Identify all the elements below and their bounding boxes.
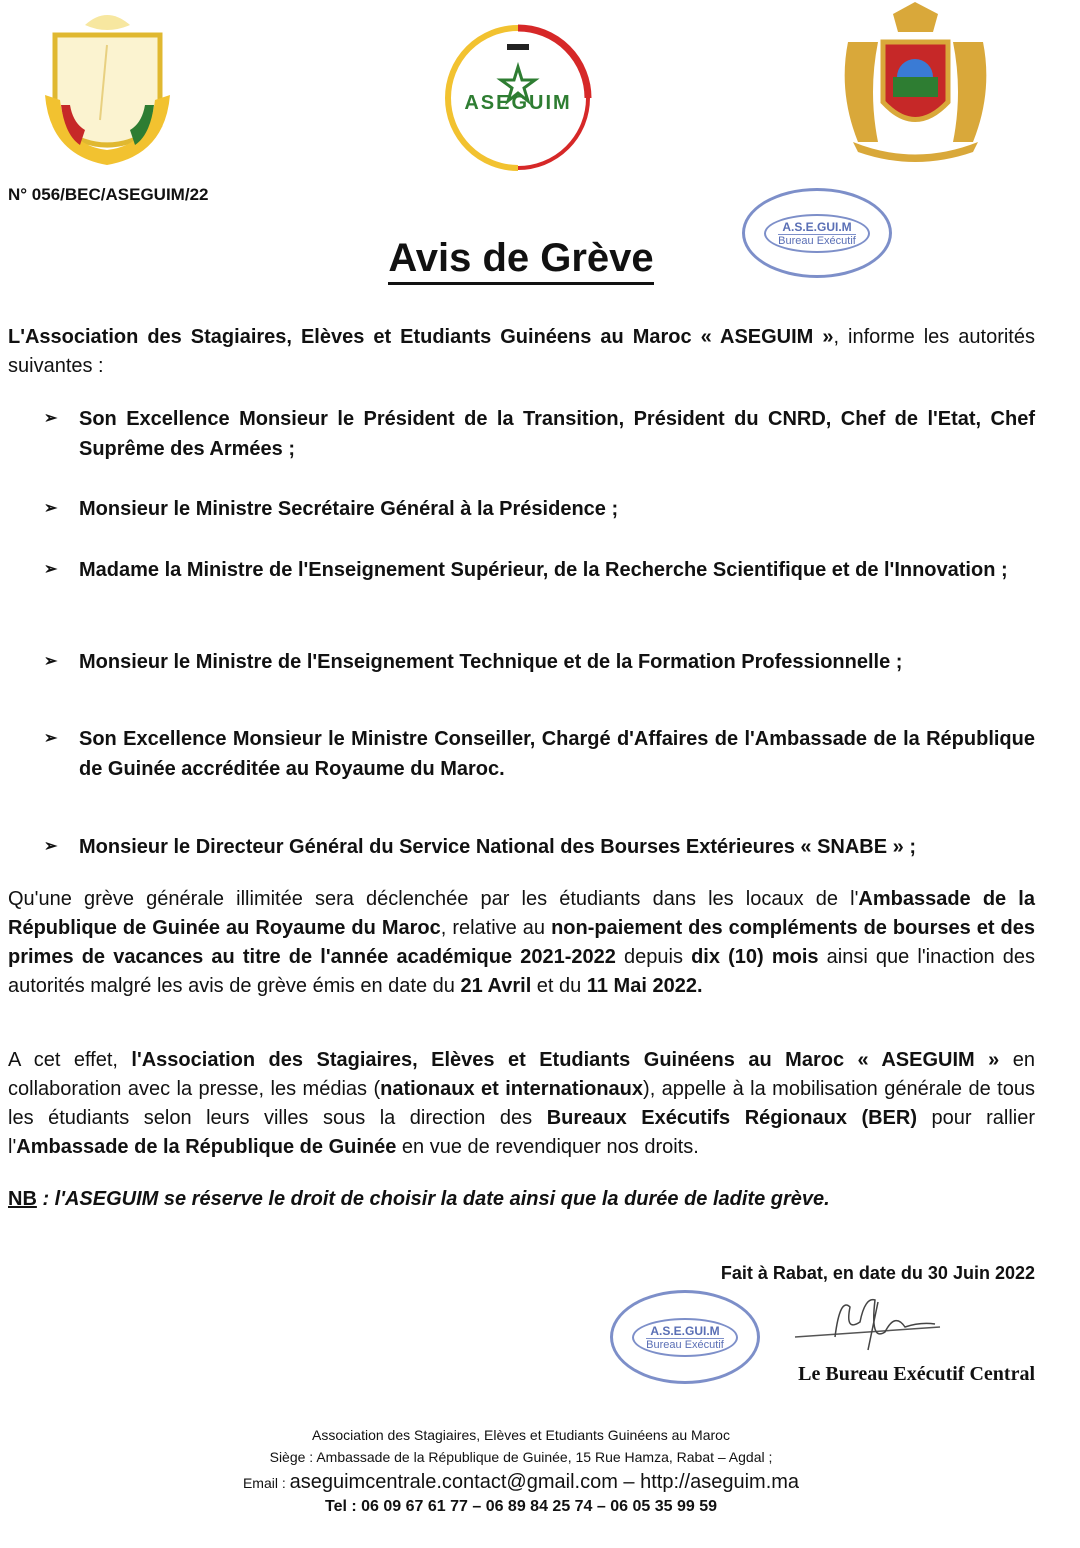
text-segment: pour rallier l': [8, 1107, 1035, 1158]
arrow-bullet-icon: ➢: [44, 561, 58, 578]
text-segment: ), appelle à la mobilisation générale de tous les étudiants selon leurs villes sous la direction des: [8, 1078, 1035, 1129]
guinea-coat-of-arms: [35, 5, 180, 175]
recipient-item: ➢ Madame la Ministre de l'Enseignement Supérieur, de la Recherche Scientifique et de l'Innovation ;: [44, 555, 1035, 585]
bold-text-segment: Ambassade de la République de Guinée: [16, 1136, 397, 1158]
bold-text-segment: nationaux et internationaux: [380, 1078, 644, 1100]
intro-paragraph: [8, 323, 1035, 381]
text-segment: depuis: [615, 946, 692, 968]
text-segment: ainsi que l'inaction des autorités malgré les avis de grève émis en date du: [8, 946, 1035, 997]
text-segment: , relative au: [440, 917, 552, 939]
mobilisation-paragraph: [8, 1046, 1035, 1162]
recipient-item: ➢ Monsieur le Ministre de l'Enseignement Technique et de la Formation Professionnelle ;: [44, 647, 1035, 677]
reference-number: N° 056/BEC/ASEGUIM/22: [8, 185, 209, 204]
stamp-bottom: [610, 1290, 760, 1384]
footer-contact: Email : aseguimcentrale.contact@gmail.com – http://aseguim.ma: [242, 1471, 800, 1493]
contact-links[interactable]: aseguimcentrale.contact@gmail.com – http://aseguim.ma: [289, 1471, 800, 1493]
bold-text-segment: l'Association des Stagiaires, Elèves et Etudiants Guinéens au Maroc « ASEGUIM »: [131, 1049, 1000, 1071]
recipient-item: ➢ Son Excellence Monsieur le Ministre Conseiller, Chargé d'Affaires de l'Ambassade de la République de Guinée accréditée au Royaume du Maroc.: [44, 724, 1035, 784]
bold-text-segment: 21 Avril: [460, 975, 532, 997]
page-title: Avis de Grève: [0, 236, 1042, 281]
recipient-item: ➢ Monsieur le Directeur Général du Service National des Bourses Extérieures « SNABE » ;: [44, 832, 1035, 862]
stamp-line2: Bureau Exécutif: [646, 1338, 724, 1351]
bold-text-segment: Bureaux Exécutifs Régionaux (BER): [546, 1107, 918, 1129]
text-segment: en collaboration avec la presse, les médias (: [8, 1049, 1036, 1100]
bold-text-segment: L'Association des Stagiaires, Elèves et Etudiants Guinéens au Maroc « ASEGUIM »: [8, 326, 834, 348]
bold-text-segment: non-paiement des compléments de bourses et des primes de vacances au titre de l'année académique 2021-2022: [8, 917, 1035, 968]
arrow-bullet-icon: ➢: [44, 500, 58, 517]
bold-text-segment: 11 Mai 2022.: [586, 975, 703, 997]
recipient-item: ➢ Son Excellence Monsieur le Président de la Transition, Président du CNRD, Chef de l'Etat, Chef Suprême des Armées ;: [44, 404, 1035, 464]
nb-note: NB : l'ASEGUIM se réserve le droit de choisir la date ainsi que la durée de ladite grève.: [8, 1188, 830, 1210]
arrow-bullet-icon: ➢: [44, 410, 58, 427]
text-segment: et du: [531, 975, 587, 997]
footer-address: Siège : Ambassade de la République de Guinée, 15 Rue Hamza, Rabat – Agdal ;: [269, 1449, 773, 1465]
arrow-bullet-icon: ➢: [44, 653, 58, 670]
stamp-line1: A.S.E.GUI.M: [778, 220, 856, 235]
text-segment: , informe les autorités suivantes :: [8, 326, 1035, 377]
stamp-line2: Bureau Exécutif: [778, 234, 856, 247]
signature: [790, 1292, 950, 1352]
signoff-date: Fait à Rabat, en date du 30 Juin 2022: [720, 1263, 1035, 1283]
arrow-bullet-icon: ➢: [44, 730, 58, 747]
stamp-line1: A.S.E.GUI.M: [646, 1324, 724, 1339]
recipient-item: ➢ Monsieur le Ministre Secrétaire Général à la Présidence ;: [44, 494, 1035, 524]
arrow-bullet-icon: ➢: [44, 838, 58, 855]
morocco-coat-of-arms: [838, 2, 993, 162]
footer-phone: Tel : 06 09 67 61 77 – 06 89 84 25 74 – 06 05 35 99 59: [324, 1498, 718, 1515]
signatory-office: Le Bureau Exécutif Central: [798, 1363, 1035, 1385]
text-segment: en vue de revendiquer nos droits.: [396, 1136, 699, 1158]
aseguim-logo: [443, 22, 593, 174]
strike-announcement-paragraph: [8, 885, 1035, 1001]
text-segment: A cet effet,: [8, 1049, 132, 1071]
bold-text-segment: dix (10) mois: [691, 946, 819, 968]
footer-association: Association des Stagiaires, Elèves et Etudiants Guinéens au Maroc: [312, 1427, 730, 1443]
logo-text: ASEGUIM: [464, 92, 572, 114]
bold-text-segment: Ambassade de la République de Guinée au Royaume du Maroc: [8, 888, 1035, 939]
text-segment: Qu'une grève générale illimitée sera déclenchée par les étudiants dans les locaux de l': [8, 888, 859, 910]
